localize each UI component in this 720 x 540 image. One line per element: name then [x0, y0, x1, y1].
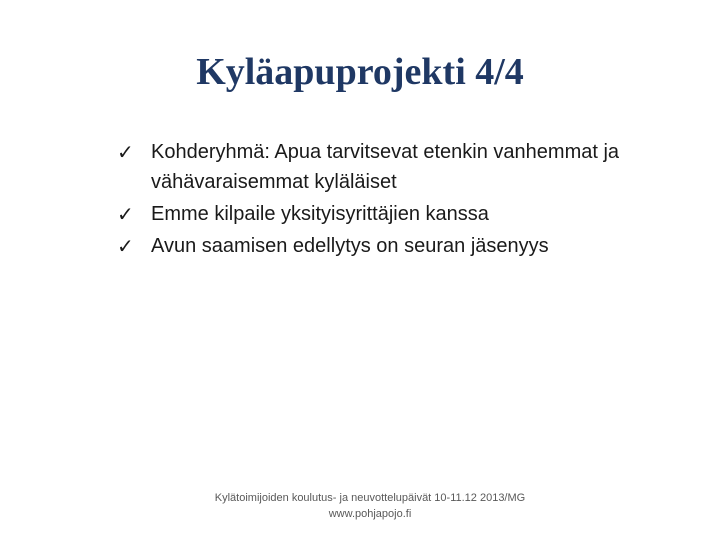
- bullet-item: [117, 137, 637, 197]
- bullet-text: Emme kilpaile yksityisyrittäjien kanssa: [151, 203, 489, 225]
- bullet-item: [117, 199, 637, 229]
- bullet-list: [117, 137, 637, 263]
- bullet-text: Avun saamisen edellytys on seuran jäsenyys: [151, 235, 549, 257]
- checkmark-icon: ✓: [117, 140, 134, 164]
- checkmark-icon: ✓: [117, 202, 134, 226]
- checkmark-icon: ✓: [117, 234, 134, 258]
- slide-footer: [0, 490, 720, 522]
- bullet-text: Kohderyhmä: Apua tarvitsevat etenkin vanhemmat ja vähävaraisemmat kyläläiset: [151, 141, 620, 193]
- footer-website-link[interactable]: www.pohjapojo.fi: [328, 508, 412, 520]
- slide-title: Kyläapuprojekti 4/4: [196, 51, 524, 93]
- footer-event-line: Kylätoimijoiden koulutus- ja neuvottelupäivät 10-11.12 2013/MG: [214, 492, 526, 504]
- bullet-item: [117, 231, 637, 261]
